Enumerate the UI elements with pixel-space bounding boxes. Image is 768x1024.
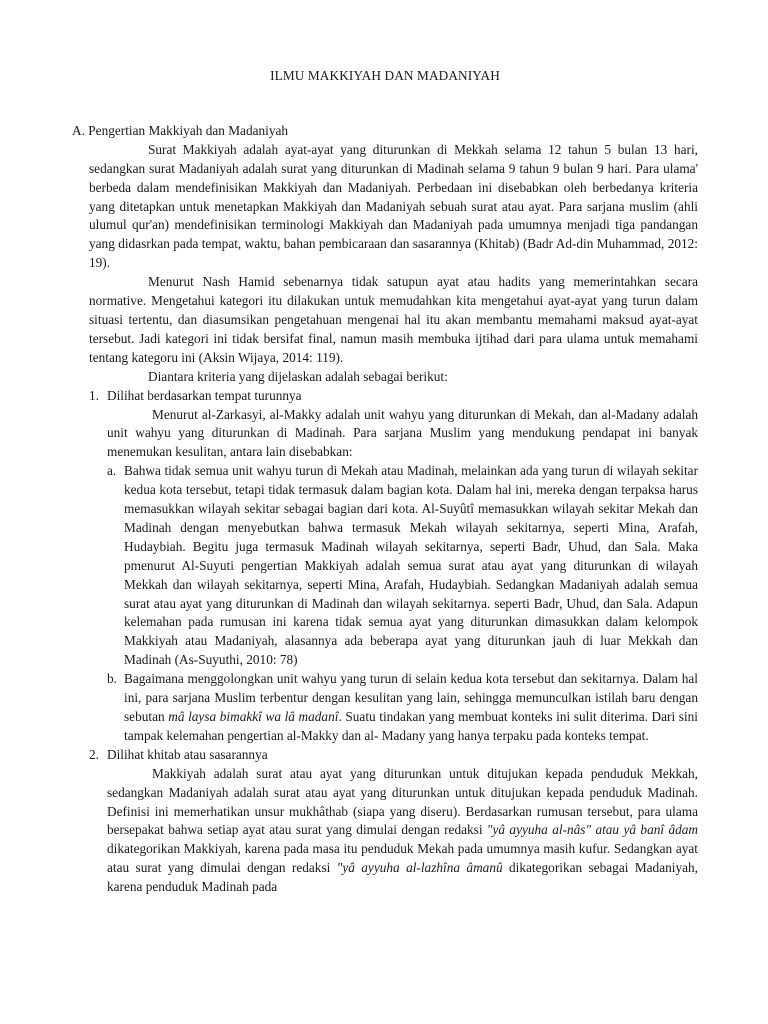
paragraph: Menurut al-Zarkasyi, al-Makky adalah unit wahyu yang diturunkan di Mekah, dan al-Madany adalah unit wahyu yang diturunkan di Madinah. Para sarjana Muslim yang mendukung pendapat ini banyak menemukan kesulitan, antara lain disebabkan:	[107, 406, 698, 460]
italic-term: "yâ ayyuha al-lazhîna âmanû	[336, 860, 503, 876]
italic-term: mâ laysa bimakkî wa lâ madanî	[168, 709, 339, 724]
sub-item-b	[72, 670, 698, 746]
criteria-item-1	[72, 387, 698, 463]
italic-term: "yâ ayyuha al-nâs" atau yâ banî âdam	[486, 822, 698, 838]
list-letter: b.	[107, 671, 117, 687]
section-a-body	[72, 141, 698, 387]
criteria-heading: Dilihat khitab atau sasarannya	[107, 746, 268, 762]
sub-item-a	[72, 462, 698, 670]
paragraph: Menurut Nash Hamid sebenarnya tidak satupun ayat atau hadits yang memerintahkan secara normative. Mengetahui kategori itu dilakukan untuk memudahkan kita mengetahui ayat-ayat yang turun dalam situasi tertentu, dan diasumsikan pengetahuan mengenai hal itu akan membantu memahami maksud ayat-ayat tersebut. Jadi kategori ini tidak bersifat final, namun masih membuka ijtihad dari para ulama untuk memahami tentang kategoru ini (Aksin Wijaya, 2014: 119).	[89, 274, 698, 365]
paragraph	[107, 765, 698, 897]
section-a-heading	[72, 122, 698, 141]
paragraph: Bahwa tidak semua unit wahyu turun di Mekah atau Madinah, melainkan ada yang turun di wilayah sekitar kedua kota tersebut, tetapi tidak termasuk dalam bagian kota. Dalam hal ini, mereka dengan terpaksa harus memasukkan wilayah sekitar sebagai bagian dari kota. Al-Suyûtî memasukkan wilayah sekitar Mekah dan Madinah dengan menyebutkan bahwa termasuk Mekah wilayah sekitarnya, seperti Mina, Arafah, Hudaybiah. Begitu juga termasuk Madinah wilayah sekitarnya, seperti Badr, Uhud, dan Sala. Maka pmenurut Al-Suyuti pengertian Makkiyah adalah semua surat atau ayat yang diturunkan di wilayah Mekkah dan wilayah sekitarnya, seperti Mina, Arafah, Hudaybiah. Sedangkan Madaniyah adalah semua surat atau ayat yang diturunkan di Madinah dan wilayah sekitarnya. seperti Badr, Uhud, dan Sala. Adapun kelemahan pada rumusan ini karena tidak semua ayat yang diturunkan dimasukkan dalam kelompok Makkiyah atau Madaniyah, alasannya ada beberapa ayat yang diturunkan jauh di luar Mekkah dan Madinah (As-Suyuthi, 2010: 78)	[124, 463, 698, 668]
list-number: 2.	[89, 746, 99, 762]
text-run: . Suatu tindakan yang membuat konteks ini sulit diterima. Dari sini tampak kelemahan pengertian al-Makky dan al- Madany yang hanya terpaku pada konteks tempat.	[124, 709, 698, 743]
text-run: Bagaimana menggolongkan unit wahyu yang turun di selain kedua kota tersebut dan sekitarnya. Dalam hal ini, para sarjana Muslim terbentur dengan kesulitan yang lain, sehingga memunculkan istilah baru dengan sebutan	[124, 671, 698, 724]
criteria-heading: Dilihat berdasarkan tempat turunnya	[107, 387, 302, 403]
text-run: dikategorikan Makkiyah, karena pada masa itu penduduk Mekah pada umumnya masih kufur. Sedangkan ayat atau surat yang dimulai dengan redaksi	[107, 841, 698, 876]
document-title: ILMU MAKKIYAH DAN MADANIYAH	[270, 68, 500, 83]
text-run: dikategorikan sebagai Madaniyah, karena penduduk Madinah pada	[107, 860, 698, 895]
text-run: Makkiyah adalah surat atau ayat yang diturunkan untuk ditujukan kepada penduduk Mekkah, sedangkan Madaniyah adalah surat atau ayat yang diturunkan untuk ditujukan kepada penduduk Madinah. Definisi ini memerhatikan unsur mukhâthab (siapa yang diseru). Berdasarkan rumusan tersebut, para ulama bersepakat bahwa setiap ayat atau surat yang dimulai dengan redaksi	[107, 765, 698, 838]
section-a-title: Pengertian Makkiyah dan Madaniyah	[88, 122, 289, 138]
list-number: 1.	[89, 387, 99, 403]
paragraph: Surat Makkiyah adalah ayat-ayat yang diturunkan di Mekkah selama 12 tahun 5 bulan 13 hari, sedangkan surat Madaniyah adalah surat yang diturunkan di Madinah selama 9 tahun 9 bulan 9 hari. Para ulama' berbeda dalam mendefinisikan Makkiyah dan Madaniyah. Perbedaan ini disebabkan oleh berbedanya kriteria yang ditetapkan untuk menetapkan Makkiyah dan Madaniyah sebuah surat atau ayat. Para sarjana muslim (ahli ulumul qur'an) mendefinisikan terminologi Makkiyah dan Madaniyah pada umumnya menjadi tiga pandangan yang didasrkan pada tempat, waktu, bahan pembicaraan dan sasarannya (Khitab) (Badr Ad-din Muhammad, 2012: 19).	[89, 141, 698, 271]
paragraph: Diantara kriteria yang dijelaskan adalah sebagai berikut:	[148, 368, 448, 384]
list-letter: a.	[107, 463, 117, 479]
criteria-item-2	[72, 746, 698, 897]
paragraph	[124, 670, 698, 746]
section-a-marker: A.	[72, 122, 85, 138]
